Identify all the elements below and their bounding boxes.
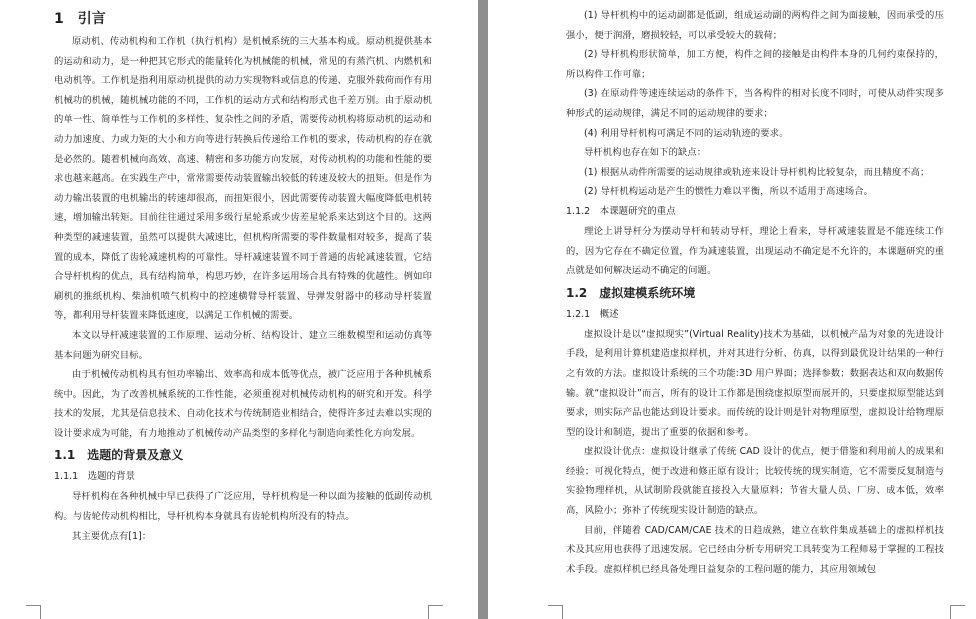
page-corner-mark [950,605,965,619]
list-item: (4) 利用导杆机构可满足不同的运动轨迹的要求。 [584,127,789,139]
list-item: (2) 导杆机构运动是产生的惯性力难以平衡，所以不适用于高速场合。 [584,186,874,198]
document-page-left [0,0,478,619]
paragraph: 由于机械传动机构具有恒功率输出、效率高和成本低等优点，被广泛应用于各种机械系统中。因此，为了改善机械系统的工作性能，必须重视对机械传动机构的研究和开发。科学技术的发展，尤其是信息技术、自动化技术与传统制造业相结合，使得许多过去难以实现的设计要求成为可能，有力地推动了机械传动产品类型的多样化与制造向柔性化方向发展。 [54,369,432,439]
page-corner-mark [26,605,41,619]
paragraph: 虚拟设计优点：虚拟设计继承了传统 CAD 设计的优点，便于借鉴和利用前人的成果和经验；可视化特点，便于改进和修正原有设计；比较传统的现实制造，它不需要反复制造与实验物理样机，从试制阶段就能直接投入大量原料；节省大量人员、厂房、成本低，效率高，风险小；弥补了传统现实设计制造的缺点。 [566,446,944,517]
paragraph: 导杆机构也存在如下的缺点： [584,147,707,159]
subsection-heading: 1.1.2 本课题研究的重点 [566,205,676,217]
subsection-heading: 1.1.1 选题的背景 [54,471,136,483]
paragraph: 理论上讲导杆分为摆动导杆和转动导杆，理论上看来，导杆减速装置是不能连续工作的，因为它存在不确定位置，作为减速装置，出现运动不确定是不允许的，本课题研究的重点就是如何解决运动不确定的问题。 [566,225,944,277]
list-item: (2) 导杆机构形状简单，加工方便，构件之间的接触是由构件本身的几何约束保持的，所以构件工作可靠； [566,49,944,80]
section-heading: 1.2 虚拟建模系统环境 [566,285,696,300]
chapter-heading: 1 引言 [54,11,106,27]
list-item: (1) 导杆机构中的运动副都是低副，组成运动副的两构件之间为面接触，因而承受的压强小，便于润滑，磨损较轻，可以承受较大的载荷； [566,10,944,41]
paragraph: 虚拟设计是以“虚拟现实”(Virtual Reality)技术为基础，以机械产品为对象的先进设计手段，是利用计算机建造虚拟样机，并对其进行分析、仿真，以得到最优设计结果的一种行之有效的方法。虚拟设计系统的三个功能:3D 用户界面；选择参数；数据表达和双向数据传输。就“虚拟设计”而言，所有的设计工作都是围绕虚拟原型而展开的，只要虚拟原型能达到要求，则实际产品也能达到设计要求。而传统的设计则是针对物理原型，虚拟设计给物理原型的设计和制造，提出了重要的依据和参考。 [566,328,944,438]
page-gutter [478,0,488,619]
page-content [566,6,944,579]
page-corner-mark [428,605,443,619]
list-item: (3) 在原动件等速连续运动的条件下，当各构件的相对长度不同时，可使从动件实现多种形式的运动规律，满足不同的运动规律的要求； [566,88,944,119]
page-content [54,6,432,546]
section-heading: 1.1 选题的背景及意义 [54,448,184,463]
paragraph: 其主要优点有[1]： [72,530,152,542]
document-page-right [488,0,976,619]
paragraph: 目前，伴随着 CAD/CAM/CAE 技术的日趋成熟，建立在软件集成基础上的虚拟样机技术及其应用也获得了迅速发展。它已经由分析专用研究工具转变为工程师易于掌握的工程技术手段。虚拟样机已经具备处理日益复杂的工程问题的能力，其应用领域包 [566,524,944,575]
paragraph: 本文以导杆减速装置的工作原理、运动分析、结构设计、建立三维数模型和运动仿真等基本问题为研究目标。 [54,329,432,361]
paragraph: 导杆机构在各种机械中早已获得了广泛应用，导杆机构是一种以面为接触的低副传动机构。与齿轮传动机构相比，导杆机构本身就具有齿轮机构所没有的特点。 [54,491,432,523]
paragraph: 原动机、传动机构和工作机（执行机构）是机械系统的三大基本构成。原动机提供基本的运动和动力，是一种把其它形式的能量转化为机械能的机械，常见的有蒸汽机、内燃机和电动机等。工作机是指利用原动机提供的动力实现物料或信息的传递、克服外载荷而作有用机械功的机械，随机械功能的不同，工作机的运动方式和结构形式也千差万别。由于原动机的单一性、简单性与工作机的多样性、复杂性之间的矛盾，需要传动机构将原动机的运动和动力加速度、力或力矩的大小和方向等进行转换后传递给工作机的要求，传动机构的存在就是必然的。随着机械向高效、高速、精密和多功能方向发展，对传动机构的功能和性能的要求也越来越高。在实践生产中，常常需要传动装置输出较低的转速及较大的扭矩。但是作为动力输出装置的电机输出的转速却很高，而扭矩很小，因此需要传动装置大幅度降低电机转速，增加输出转矩。目前往往通过采用多级行星轮系或少齿差星轮系来达到这个目的。这两种类型的减速装置，虽然可以提供大减速比，但机构所需要的零件数量相对较多，提高了装置的成本，降低了齿轮减速机构的可靠性。导杆减速装置不同于普通的齿轮减速装置，它结合导杆机构的优点，具有结构简单，构思巧妙，在许多运用场合具有特殊的优越性。例如印刷机的推纸机构、柴油机喷气机构中的控速横臂导杆装置、导弹发射器中的移动导杆装置等，都利用导杆装置来降低速度，以满足工作机械的需要。 [54,36,432,322]
subsection-heading: 1.2.1 概述 [566,308,619,320]
page-corner-mark [548,605,563,619]
list-item: (1) 根据从动件所需要的运动规律或轨迹来设计导杆机构比较复杂，而且精度不高； [584,166,930,178]
